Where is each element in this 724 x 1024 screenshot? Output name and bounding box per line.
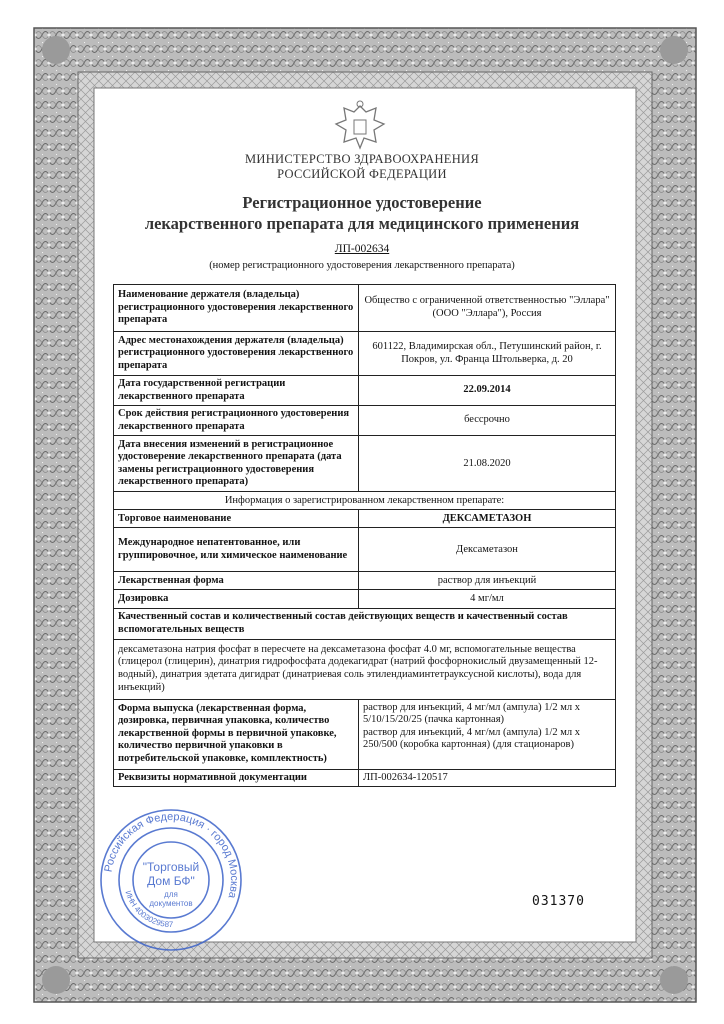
docs-value: ЛП-002634-120517 [359,769,616,787]
address-value: 601122, Владимирская обл., Петушинский район, г. Покров, ул. Франца Штольверка, д. 20 [359,332,616,376]
table-row-composition-value [114,639,616,699]
certificate-table [113,284,616,787]
table-row-holder [114,285,616,332]
company-stamp [96,805,246,955]
coat-of-arms-emblem-icon [330,98,390,154]
form-value: раствор для инъекций [359,572,616,590]
validity-label: Срок действия регистрационного удостоверения лекарственного препарата [114,406,359,436]
table-row-dosage [114,590,616,609]
holder-label: Наименование держателя (владельца) регистрационного удостоверения лекарственного препарата [114,285,359,332]
document-title-line1: Регистрационное удостоверение [242,193,482,212]
stamp-center-line4: документов [149,899,193,908]
holder-value: Общество с ограниченной ответственностью "Эллара" (ООО "Эллара"), Россия [359,285,616,332]
validity-value: бессрочно [359,406,616,436]
inn-value: Дексаметазон [359,528,616,572]
reg-date-label: Дата государственной регистрации лекарственного препарата [114,376,359,406]
release-value [359,699,616,769]
table-row-form [114,572,616,590]
stamp-center-line2: Дом БФ" [147,874,195,888]
dosage-label: Дозировка [114,590,359,609]
changes-value: 21.08.2020 [359,436,616,492]
stamp-outer-text: Российская Федерация · город Москва [102,810,241,900]
table-row-address [114,332,616,376]
stamp-inn-text: ИНН 4003029587 [123,889,174,930]
trade-name-value: ДЕКСАМЕТАЗОН [359,510,616,528]
inn-label: Международное непатентованное, или группировочное, или химическое наименование [114,528,359,572]
table-row-validity [114,406,616,436]
table-row-docs [114,769,616,787]
release-value-1: раствор для инъекций, 4 мг/мл (ампула) 1/2 мл x 5/10/15/20/25 (пачка картонная) [363,701,581,726]
stamp-center-line3: для [164,890,178,899]
info-header: Информация о зарегистрированном лекарственном препарате: [114,492,616,510]
docs-label: Реквизиты нормативной документации [114,769,359,787]
table-row-trade-name [114,510,616,528]
address-label: Адрес местонахождения держателя (владельца) регистрационного удостоверения лекарственного препарата [114,332,359,376]
release-value-2: раствор для инъекций, 4 мг/мл (ампула) 1/2 мл x 250/500 (коробка картонная) (для стационаров) [363,726,581,751]
table-row-inn [114,528,616,572]
table-row-reg-date [114,376,616,406]
document-title-line2: лекарственного препарата для медицинского применения [144,214,580,233]
table-row-composition-label [114,609,616,639]
ministry-name-line1: МИНИСТЕРСТВО ЗДРАВООХРАНЕНИЯ [244,152,480,166]
serial-number: 031370 [532,894,585,909]
composition-value: дексаметазона натрия фосфат в пересчете на дексаметазона фосфат 4.0 мг, вспомогательные вещества (глицерол (глицерин), динатрия гидрофосфата додекагидрат (натрий фосфорнокислый двузамещенный 12-водный), динатрия эдетата дигидрат (динатриевая соль этилендиаминтетрауксусной кислоты), вода для инъекций) [114,639,616,699]
trade-name-label: Торговое наименование [114,510,359,528]
registration-number-caption: (номер регистрационного удостоверения лекарственного препарата) [209,260,515,271]
release-label: Форма выпуска (лекарственная форма, дозировка, первичная упаковка, количество лекарственной формы в первичной упаковке, количество первичной упаковки в потребительской упаковке, комплектность) [114,699,359,769]
table-row-info-header [114,492,616,510]
registration-number: ЛП-002634 [334,243,390,255]
table-row-changes [114,436,616,492]
dosage-value: 4 мг/мл [359,590,616,609]
stamp-center-line1: "Торговый [142,860,200,874]
composition-label: Качественный состав и количественный состав действующих веществ и качественный состав вспомогательных веществ [114,609,616,639]
reg-date-value: 22.09.2014 [359,376,616,406]
table-row-release [114,699,616,769]
ministry-name-line2: РОССИЙСКОЙ ФЕДЕРАЦИИ [277,167,447,181]
changes-label: Дата внесения изменений в регистрационное удостоверение лекарственного препарата (дата замены регистрационного удостоверения лекарственного препарата) [114,436,359,492]
form-label: Лекарственная форма [114,572,359,590]
